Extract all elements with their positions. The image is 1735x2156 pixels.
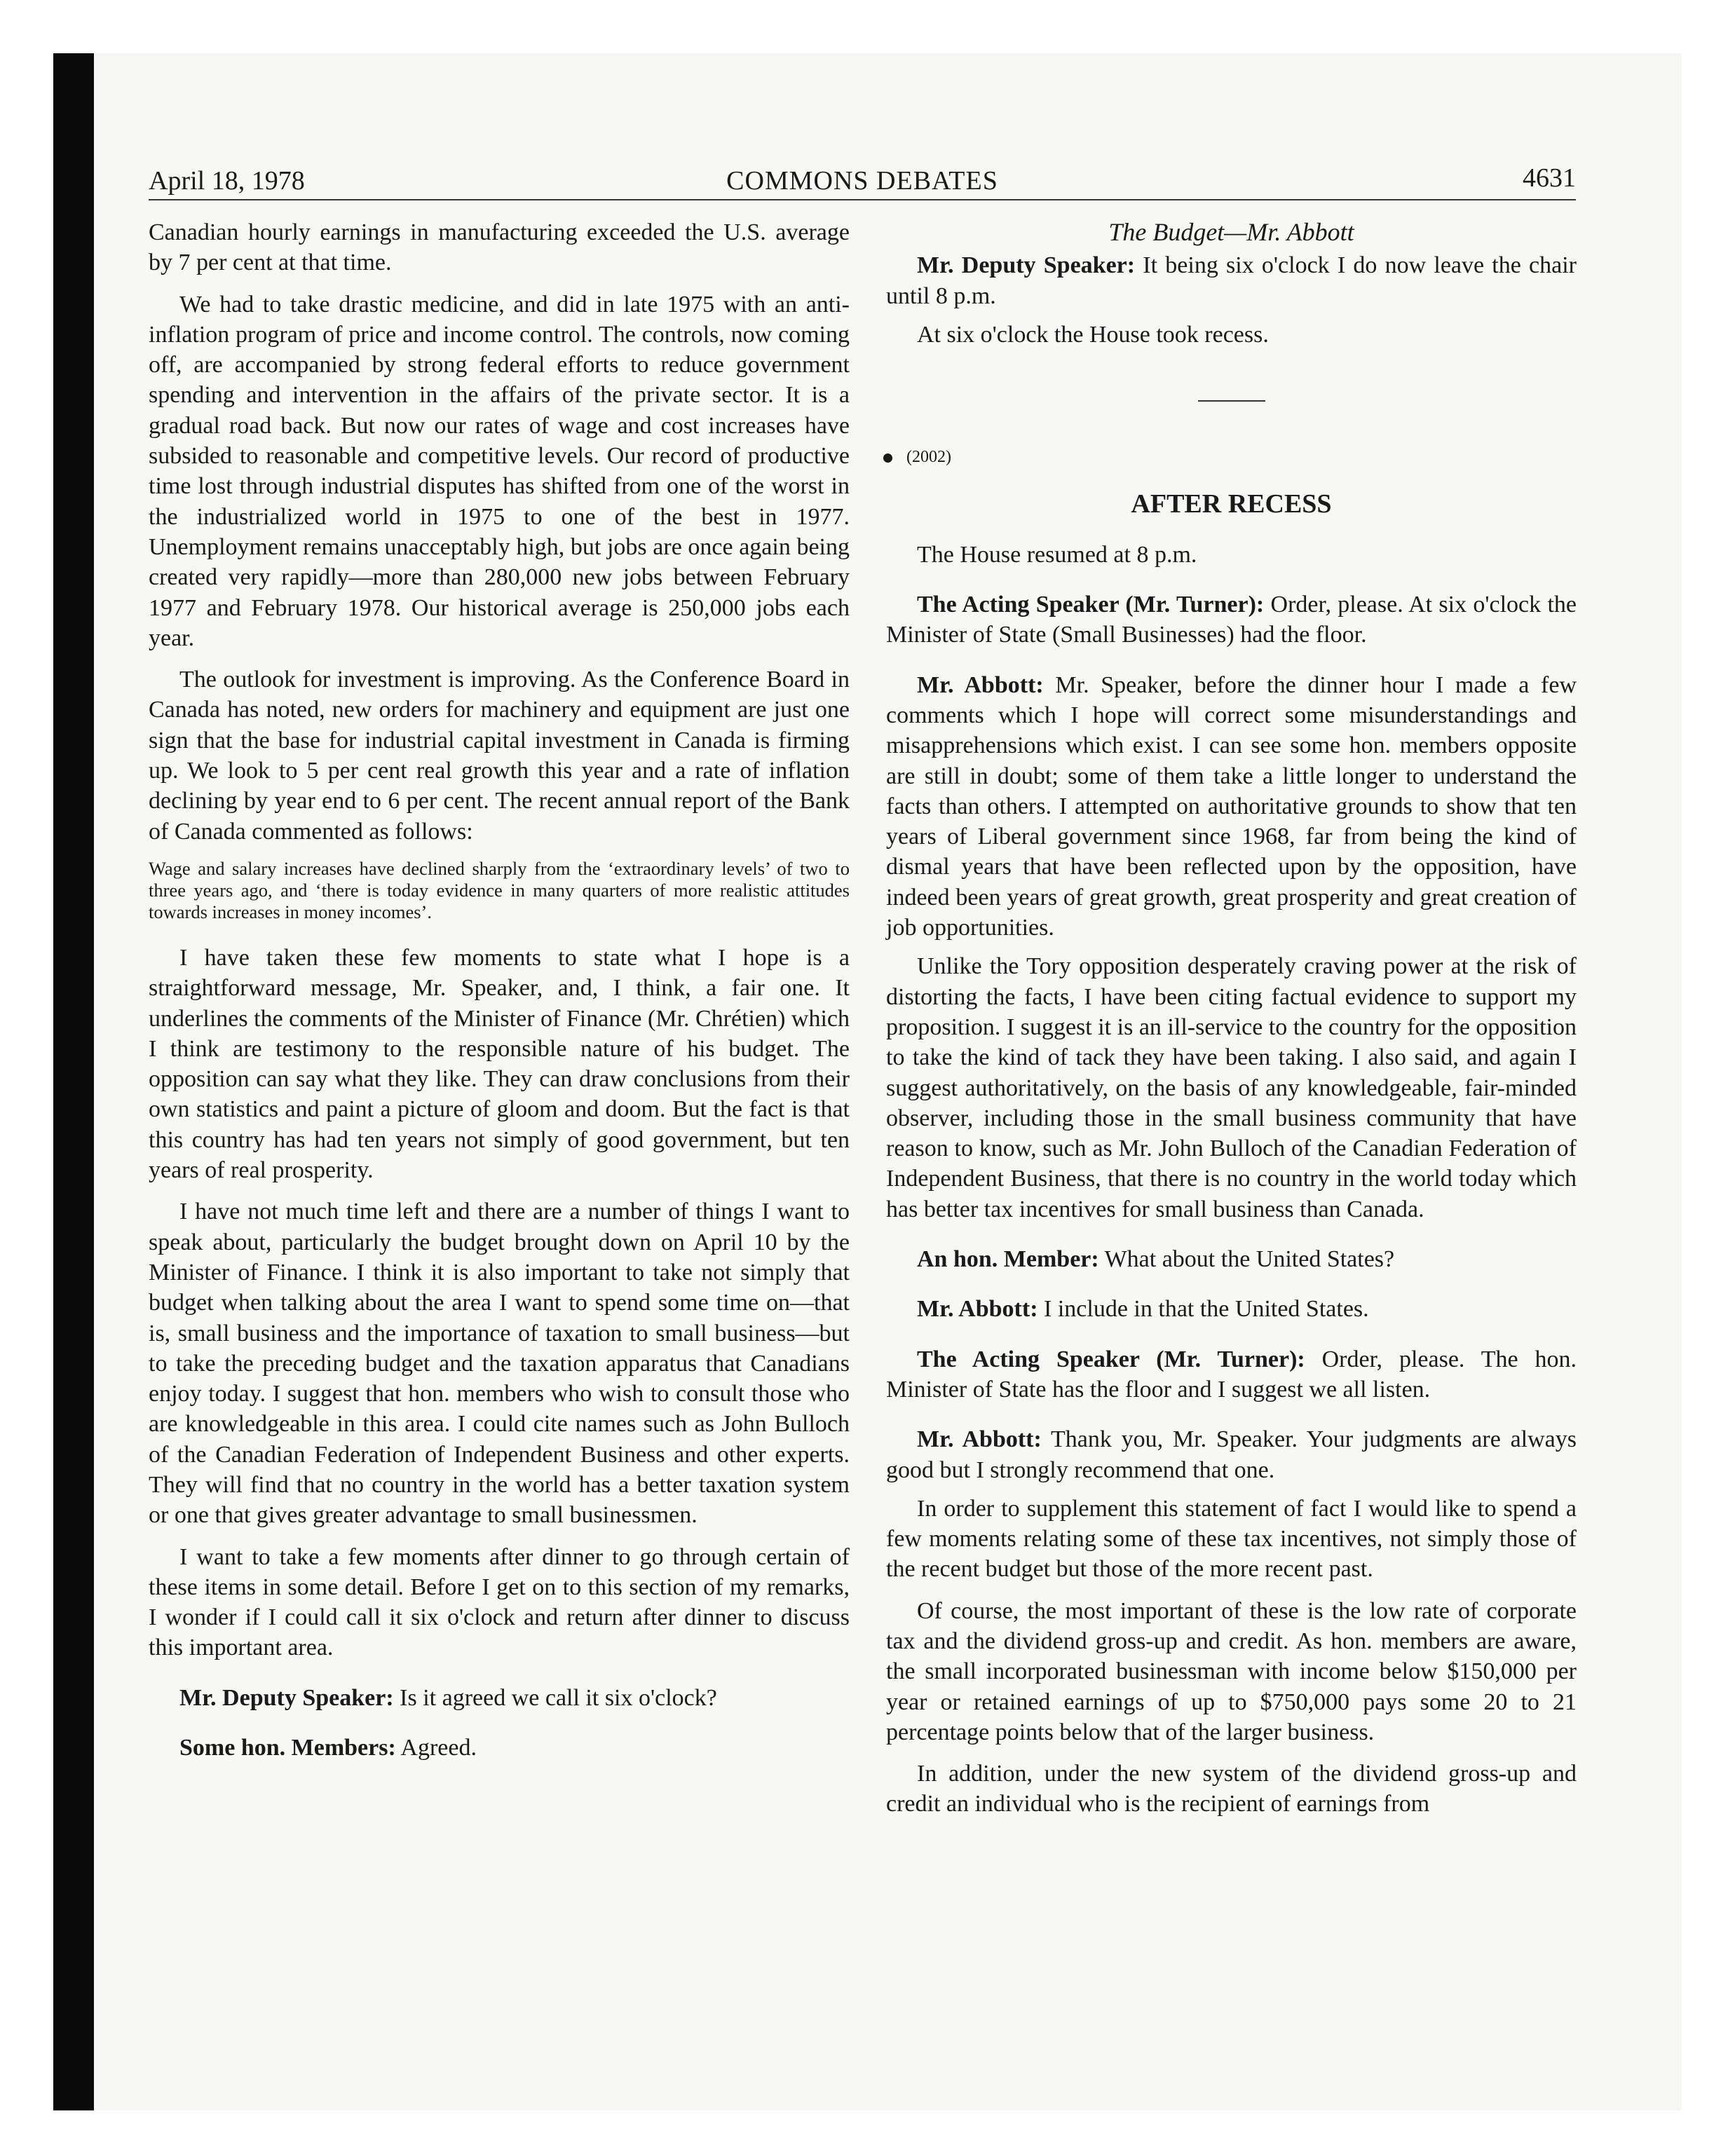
speech-entry xyxy=(886,1244,1577,1274)
speaker-name: Mr. Abbott: xyxy=(917,671,1044,698)
speech-text: Mr. Speaker, before the dinner hour I made a few comments which I hope will correct some misunderstandings and misapprehensions which exist. I can see some hon. members opposite are still in doubt; some of them take a little longer to understand the facts than others. I attempted on authoritative grounds to show that ten years of Liberal government since 1968, far from being the kind of dismal years that have been reflected upon by the opposition, have indeed been years of great growth, great prosperity and great creation of job opportunities. xyxy=(886,671,1577,941)
left-column xyxy=(149,217,850,1782)
paragraph: I have taken these few moments to state what I hope is a straightforward message, Mr. Speaker, and, I think, a fair one. It underlines the comments of the Minister of Finance (Mr. Chrétien) which I think are testimony to the responsible nature of his budget. The opposition can say what they like. They can draw conclusions from their own statistics and paint a picture of gloom and doom. But the fact is that this country has had ten years not simply of good government, but ten years of real prosperity. xyxy=(149,944,850,1184)
speaker-name: An hon. Member: xyxy=(917,1246,1099,1273)
speech-text: Is it agreed we call it six o'clock? xyxy=(393,1684,717,1711)
speaker-name: Mr. Deputy Speaker: xyxy=(917,252,1136,279)
paragraph: In addition, under the new system of the dividend gross-up and credit an individual who is the recipient of earnings from xyxy=(886,1761,1577,1817)
speaker-name: Mr. Abbott: xyxy=(917,1426,1042,1453)
speaker-name: The Acting Speaker (Mr. Turner): xyxy=(917,1346,1305,1372)
speech-entry xyxy=(886,670,1577,943)
section-divider xyxy=(1198,400,1265,402)
speech-text: Thank you, Mr. Speaker. Your judgments are always good but I strongly recommend that one. xyxy=(886,1426,1577,1483)
speech-entry xyxy=(886,1424,1577,1485)
section-heading: AFTER RECESS xyxy=(1131,489,1332,519)
speech-text: Order, please. The hon. Minister of State has the floor and I suggest we all listen. xyxy=(886,1346,1577,1403)
running-header xyxy=(149,160,1576,200)
speaker-name: Mr. Abbott: xyxy=(917,1296,1038,1323)
speech-text: I include in that the United States. xyxy=(1037,1296,1369,1323)
header-date: April 18, 1978 xyxy=(149,166,305,196)
speaker-name: The Acting Speaker (Mr. Turner): xyxy=(917,592,1265,618)
speech-entry xyxy=(149,1683,850,1713)
paragraph: Of course, the most important of these is the low rate of corporate tax and the dividend gross-up and credit. As hon. members are aware, the small incorporated businessman with income below $150,000 per year or retained earnings of up to $750,000 pays some 20 to 21 percentage points below that of the larger business. xyxy=(886,1597,1577,1745)
header-title: COMMONS DEBATES xyxy=(726,166,998,196)
paragraph: I have not much time left and there are a number of things I want to speak about, particularly the budget brought down on April 10 by the Minister of Finance. I think it is also important to take not simply that budget when talking about the area I want to spend some time on—that is, small business and the importance of taxation to small business—but to take the preceding budget and the taxation apparatus that Canadians enjoy today. I suggest that hon. members who wish to consult those who are knowledgeable in this area. I could cite names such as John Bulloch of the Canadian Federation of Independent Business and other experts. They will find that no country in the world has a better taxation system or one that gives greater advantage to small businessmen. xyxy=(149,1199,850,1529)
paragraph: The House resumed at 8 p.m. xyxy=(917,541,1197,568)
speaker-name: Mr. Deputy Speaker: xyxy=(179,1684,394,1711)
speech-text: It being six o'clock I do now leave the chair until 8 p.m. xyxy=(886,252,1577,309)
page-number: 4631 xyxy=(1523,163,1576,193)
time-marker-label: (2002) xyxy=(906,448,951,467)
scan-binding-shadow xyxy=(53,53,94,2110)
bullet-icon xyxy=(883,453,892,463)
speech-entry xyxy=(149,1733,850,1763)
paragraph: At six o'clock the House took recess. xyxy=(917,321,1269,348)
paragraph: In order to supplement this statement of fact I would like to spend a few moments relating some of these tax incentives, not simply those of the recent budget but those of the more recent past. xyxy=(886,1495,1577,1583)
scan-margin xyxy=(0,0,53,2156)
speech-entry xyxy=(886,250,1577,311)
paragraph: The outlook for investment is improving. As the Conference Board in Canada has noted, new orders for machinery and equipment are just one sign that the base for industrial capital investment in Canada is firming up. We look to 5 per cent real growth this year and a rate of inflation declining by year end to 6 per cent. The recent annual report of the Bank of Canada commented as follows: xyxy=(149,667,850,845)
speaker-name: Some hon. Members: xyxy=(179,1735,396,1761)
speech-entry xyxy=(886,1294,1577,1324)
speech-text: What about the United States? xyxy=(1098,1246,1395,1273)
paragraph: Canadian hourly earnings in manufacturing exceeded the U.S. average by 7 per cent at that time. xyxy=(149,219,850,276)
speech-text: Agreed. xyxy=(395,1735,477,1761)
block-quote: Wage and salary increases have declined sharply from the ‘extraordinary levels’ of two to three years ago, and ‘there is today evidence in many quarters of more realistic attitudes towards increases in money incomes’. xyxy=(149,857,850,922)
speech-text: Order, please. At six o'clock the Minister of State (Small Businesses) had the floor. xyxy=(886,592,1577,648)
time-marker xyxy=(883,442,1574,472)
paragraph: Unlike the Tory opposition desperately craving power at the risk of distorting the facts, I have been citing factual evidence to support my proposition. I suggest it is an ill-service to the country for the opposition to take the kind of tack they have been taking. I also said, and again I suggest authoritatively, on the basis of any knowledgeable, fair-minded observer, including those in the small business community that have reason to know, such as Mr. John Bulloch of the Canadian Federation of Independent Business, that there is no country in the world today which has better tax incentives for small business than Canada. xyxy=(886,953,1577,1222)
speech-entry xyxy=(886,1344,1577,1405)
speech-entry xyxy=(886,589,1577,650)
paragraph: We had to take drastic medicine, and did in late 1975 with an anti-inflation program of price and income control. The controls, now coming off, are accompanied by strong federal efforts to reduce government spending and intervention in the affairs of the private sector. It is a gradual road back. But now our rates of wage and cost increases have subsided to reasonable and competitive levels. Our record of productive time lost through industrial disputes has shifted from one of the worst in the industrialized world in 1975 to one of the best in 1977. Unemployment remains unacceptably high, but jobs are once again being created very rapidly—more than 280,000 new jobs between February 1977 and February 1978. Our historical average is 250,000 jobs each year. xyxy=(149,291,850,651)
paragraph: I want to take a few moments after dinner to go through certain of these items in some detail. Before I get on to this section of my remarks, I wonder if I could call it six o'clock and return after dinner to discuss this important area. xyxy=(149,1543,850,1661)
section-subtitle: The Budget—Mr. Abbott xyxy=(1108,218,1354,246)
right-column xyxy=(886,217,1577,1831)
